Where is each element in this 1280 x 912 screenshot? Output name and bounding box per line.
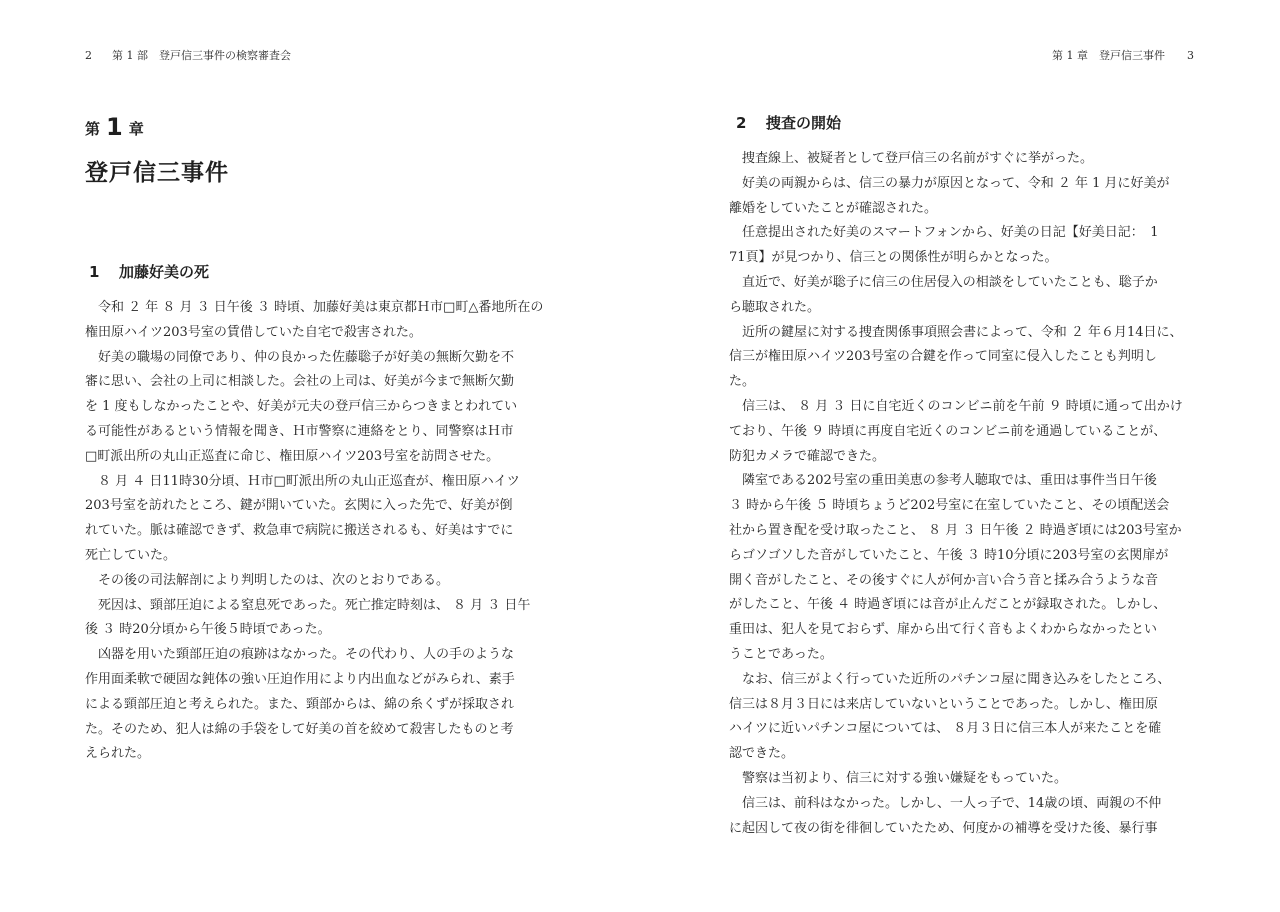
text-line: 防犯カメラで確認できた。 [729, 448, 886, 464]
section-title: 捜査の開始 [766, 114, 842, 132]
text-line: なお、信三がよく行っていた近所のパチンコ屋に聞き込みをしたところ、 [729, 671, 1171, 687]
text-line: 任意提出された好美のスマートフォンから、好美の日記【好美日記： 1 [729, 225, 1159, 241]
text-line: その後の司法解剖により判明したのは、次のとおりである。 [85, 572, 450, 588]
text-line: を 1 度もしなかったことや、好美が元夫の登戸信三からつきまとわれてい [85, 399, 518, 415]
left-running-title: 第 1 部 登戸信三事件の検察審査会 [112, 49, 291, 62]
left-page-header [85, 48, 291, 64]
text-line: 好美の両親からは、信三の暴力が原因となって、令和 ２ 年 1 月に好美が [729, 175, 1170, 191]
text-line: 作用面柔軟で硬固な鈍体の強い圧迫作用により内出血などがみられ、素手 [85, 671, 515, 687]
section-number: 2 [736, 114, 747, 132]
chapter-suffix: 章 [128, 120, 144, 138]
left-body-text [85, 296, 555, 767]
text-line: れていた。脈は確認できず、救急車で病院に搬送されるも、好美はすでに [85, 523, 514, 539]
text-line: 権田原ハイツ203号室の賃借していた自宅で殺害された。 [85, 324, 422, 340]
text-line: 後 ３ 時20分頃から午後５時頃であった。 [85, 622, 331, 638]
right-page [640, 0, 1280, 912]
text-line: 203号室を訪れたところ、鍵が開いていた。玄関に入った先で、好美が倒 [85, 498, 513, 514]
chapter-label [85, 112, 144, 144]
text-line: 近所の鍵屋に対する捜査関係事項照会書によって、令和 ２ 年６月14日に、 [729, 324, 1183, 340]
chapter-title: 登戸信三事件 [85, 160, 229, 186]
chapter-prefix: 第 [85, 120, 101, 138]
text-line: 認できた。 [729, 746, 795, 762]
text-line: 離婚をしていたことが確認された。 [729, 200, 938, 216]
text-line: る可能性があるという情報を聞き、Ｈ市警察に連絡をとり、同警察はＨ市 [85, 423, 514, 439]
section-heading-1 [89, 260, 209, 284]
section-title: 加藤好美の死 [119, 263, 210, 281]
text-line: 71頁】が見つかり、信三との関係性が明らかとなった。 [729, 250, 1058, 266]
text-line: た。そのため、犯人は綿の手袋をして好美の首を絞めて殺害したものと考 [85, 721, 514, 737]
text-line: ８ 月 ４ 日11時30分頃、Ｈ市□町派出所の丸山正巡査が、権田原ハイツ [85, 473, 520, 489]
right-running-title: 第 1 章 登戸信三事件 [1052, 49, 1165, 62]
text-line: 重田は、犯人を見ておらず、扉から出て行く音もよくわからなかったとい [729, 622, 1157, 638]
text-line: に起因して夜の街を徘徊していたため、何度かの補導を受けた後、暴行事 [729, 820, 1158, 836]
text-line: 捜査線上、被疑者として登戸信三の名前がすぐに挙がった。 [729, 151, 1094, 166]
text-line: 信三は８月３日には来店していないということであった。しかし、権田原 [729, 696, 1158, 712]
right-body-text [729, 147, 1205, 841]
text-line: らゴソゴソした音がしていたこと、午後 ３ 時10分頃に203号室の玄関扉が [729, 547, 1169, 563]
section-number: 1 [89, 263, 100, 281]
text-line: ら聴取された。 [729, 299, 821, 315]
text-line: による頸部圧迫と考えられた。また、頸部からは、綿の糸くずが採取され [85, 696, 515, 712]
text-line: 審に思い、会社の上司に相談した。会社の上司は、好美が今まで無断欠勤 [85, 374, 515, 390]
text-line: ３ 時から午後 ５ 時頃ちょうど202号室に在室していたこと、その頃配送会 [729, 498, 1170, 514]
text-line: 信三が権田原ハイツ203号室の合鍵を作って同室に侵入したことも判明し [729, 349, 1157, 365]
text-line: 死因は、頸部圧迫による窒息死であった。死亡推定時刻は、 ８ 月 ３ 日午 [85, 597, 531, 613]
text-line: 開く音がしたこと、その後すぐに人が何か言い合う音と揉み合うような音 [729, 572, 1159, 588]
text-line: 隣室である202号室の重田美恵の参考人聴取では、重田は事件当日午後 [729, 473, 1157, 489]
text-line: ハイツに近いパチンコ屋については、 ８月３日に信三本人が来たことを確 [729, 721, 1162, 737]
text-line: 直近で、好美が聡子に信三の住居侵入の相談をしていたことも、聡子か [729, 274, 1158, 290]
text-line: □町派出所の丸山正巡査に命じ、権田原ハイツ203号室を訪問させた。 [85, 448, 500, 464]
text-line: がしたこと、午後 ４ 時過ぎ頃には音が止んだことが録取された。しかし、 [729, 597, 1167, 613]
text-line: 信三は、 ８ 月 ３ 日に自宅近くのコンビニ前を午前 ９ 時頃に通って出かけ [729, 398, 1183, 414]
left-page-number: 2 [85, 49, 92, 62]
text-line: えられた。 [85, 746, 151, 762]
text-line: 警察は当初より、信三に対する強い嫌疑をもっていた。 [729, 770, 1068, 786]
text-line: うことであった。 [729, 646, 833, 662]
text-line: 死亡していた。 [85, 547, 177, 563]
text-line: 好美の職場の同僚であり、仲の良かった佐藤聡子が好美の無断欠勤を不 [85, 349, 515, 365]
text-line: 社から置き配を受け取ったこと、 ８ 月 ３ 日午後 ２ 時過ぎ頃には203号室か [729, 522, 1182, 538]
chapter-number: 1 [106, 113, 123, 141]
section-heading-2 [736, 111, 841, 135]
text-line: た。 [729, 374, 756, 390]
right-page-header [1052, 48, 1194, 64]
text-line: ており、午後 ９ 時頃に再度自宅近くのコンビニ前を通過していることが、 [729, 423, 1167, 439]
text-line: 信三は、前科はなかった。しかし、一人っ子で、14歳の頃、両親の不仲 [729, 795, 1162, 811]
right-page-number: 3 [1187, 49, 1194, 62]
text-line: 令和 ２ 年 ８ 月 ３ 日午後 ３ 時頃、加藤好美は東京都Ｈ市□町△番地所在の [85, 300, 544, 315]
text-line: 凶器を用いた頸部圧迫の痕跡はなかった。その代わり、人の手のような [85, 647, 515, 663]
